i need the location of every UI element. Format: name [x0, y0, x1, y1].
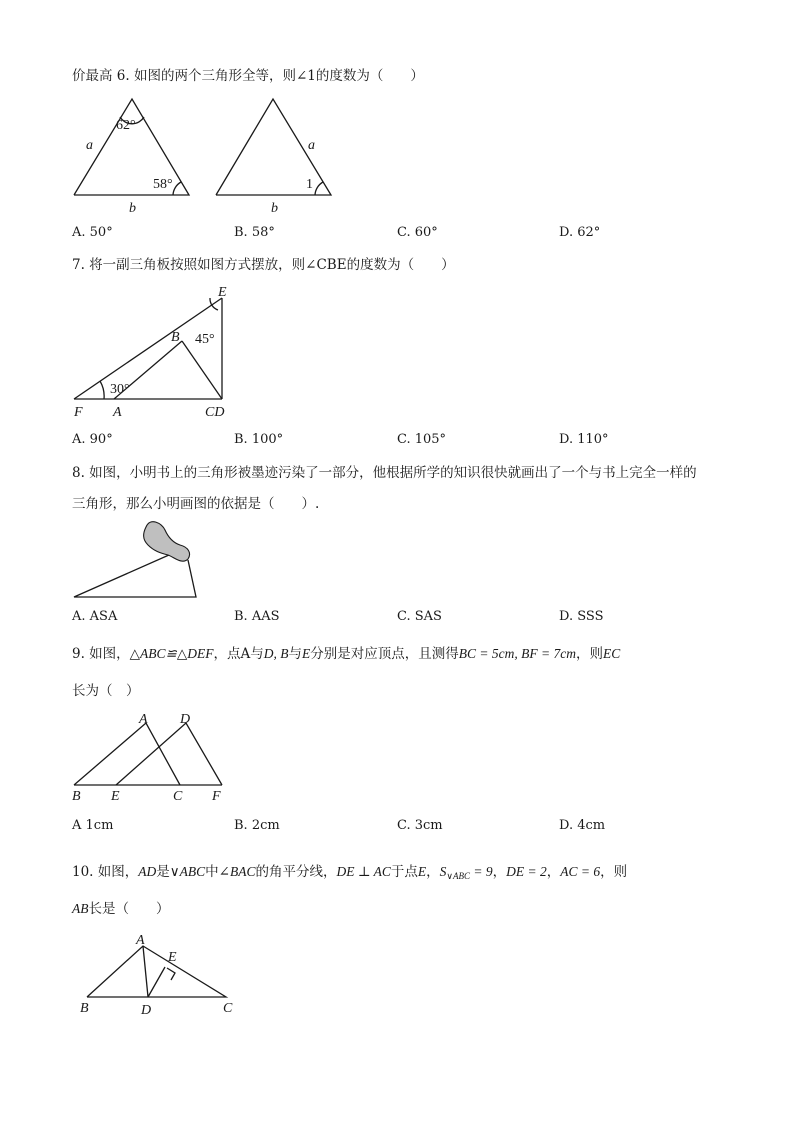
q10-text-7: ， — [492, 864, 507, 880]
q10-stem-line-2 — [72, 900, 170, 918]
q7-figure — [70, 280, 250, 420]
q9-label-b: B — [72, 789, 81, 804]
q7-option-c: C. 105° — [397, 432, 447, 447]
q6-option-a: A. 50° — [72, 225, 113, 240]
q10-point-e: E — [417, 864, 427, 879]
q8-figure — [70, 515, 210, 605]
q10-perpendicular: DE ⊥ AC — [336, 864, 391, 879]
q7-angle-45: 45° — [195, 332, 215, 347]
q10-angle-bac: ∠BAC — [218, 864, 256, 879]
q9-stem-line-2: 长为（ ） — [72, 683, 140, 699]
q7-label-e: E — [218, 285, 227, 300]
ink-blot — [144, 522, 190, 561]
q9-label-a: A — [139, 712, 148, 727]
q10-area-value: = 9 — [470, 864, 493, 879]
q9-option-d: D. 4cm — [559, 818, 606, 833]
q10-text-3: 中 — [205, 864, 219, 880]
q9-text-3: 与 — [288, 646, 302, 662]
q6-option-c: C. 60° — [397, 225, 438, 240]
q9-option-b: B. 2cm — [234, 818, 280, 833]
q8-stem-line-2: 三角形，那么小明画图的依据是（ ）. — [72, 496, 320, 512]
q9-figure — [70, 708, 240, 808]
q9-text-1: 9. 如图， — [72, 646, 130, 662]
q9-label-c: C — [173, 789, 183, 804]
q6-t1-side-b: b — [129, 201, 136, 216]
q10-text-6: ， — [426, 864, 440, 880]
q9-option-a: A 1cm — [72, 818, 114, 833]
q8-option-a: A. ASA — [72, 609, 118, 624]
q6-t1-right-angle: 58° — [153, 177, 173, 192]
q9-congruence: △ABC≌△DEF — [129, 646, 214, 661]
q6-t1-top-angle: 62° — [116, 118, 136, 133]
q10-stem-line-1 — [72, 863, 627, 885]
q10-ac-value: AC = 6 — [560, 864, 601, 879]
q6-option-d: D. 62° — [559, 225, 601, 240]
q6-t2-side-b: b — [271, 201, 278, 216]
q9-vertex-e: E — [302, 646, 311, 661]
q10-de-value: DE = 2 — [506, 864, 547, 879]
q8-option-c: C. SAS — [397, 609, 442, 624]
q10-text-1: 10. 如图， — [72, 864, 139, 880]
q6-t1-side-a: a — [86, 138, 93, 153]
q8-stem-line-1: 8. 如图，小明书上的三角形被墨迹污染了一部分，他根据所学的知识很快就画出了一个与书上完全一样的 — [72, 465, 697, 481]
q7-option-d: D. 110° — [559, 432, 609, 447]
q9-text-2: ，点A与 — [213, 646, 264, 662]
q7-label-f: F — [74, 405, 83, 420]
q9-option-c: C. 3cm — [397, 818, 443, 833]
q7-label-cd: CD — [205, 405, 225, 420]
q6-t2-angle-1: 1 — [306, 177, 313, 192]
q10-text-9: ，则 — [600, 864, 628, 880]
q10-area-subscript: ∨ABC — [446, 871, 471, 881]
q9-label-d: D — [180, 712, 191, 727]
q7-label-b: B — [171, 330, 180, 345]
q7-label-a: A — [113, 405, 122, 420]
q9-text-4: 分别是对应顶点，且测得 — [310, 646, 459, 662]
q9-stem-line-1 — [72, 645, 620, 663]
q6-stem: 价最高 6. 如图的两个三角形全等，则∠1的度数为（ ） — [72, 68, 424, 84]
q10-segment-ad: AD — [138, 864, 157, 879]
q10-area-symbol: S — [439, 864, 447, 879]
q10-label-a: A — [136, 933, 145, 948]
q10-label-b: B — [80, 1001, 89, 1016]
q10-label-c: C — [223, 1001, 233, 1016]
q8-option-d: D. SSS — [559, 609, 604, 624]
q10-text-4: 的角平分线， — [255, 864, 337, 880]
q9-segment-ec: EC — [602, 646, 621, 661]
q10-text-5: 于点 — [390, 864, 418, 880]
q10-label-e: E — [168, 950, 177, 965]
q7-angle-30: 30° — [110, 382, 130, 397]
q8-option-b: B. AAS — [234, 609, 280, 624]
q9-label-f: F — [212, 789, 221, 804]
q10-text-2: 是 — [156, 864, 170, 880]
q9-vertices-db: D, B — [263, 646, 289, 661]
q7-option-a: A. 90° — [72, 432, 113, 447]
q7-option-b: B. 100° — [234, 432, 284, 447]
q6-figure — [70, 95, 340, 215]
q9-text-5: ，则 — [575, 646, 603, 662]
q9-measurements: BC = 5cm, BF = 7cm — [458, 646, 576, 661]
q7-stem: 7. 将一副三角板按照如图方式摆放，则∠CBE的度数为（ ） — [72, 257, 455, 273]
q10-text-10: 长是（ ） — [88, 901, 170, 917]
q10-text-8: ， — [546, 864, 561, 880]
q10-triangle-abc: ∨ABC — [169, 864, 206, 879]
q10-segment-ab: AB — [72, 901, 89, 916]
q10-figure — [75, 928, 245, 1023]
q9-label-e: E — [111, 789, 120, 804]
q10-label-d: D — [141, 1003, 152, 1018]
q6-t2-side-a: a — [308, 138, 315, 153]
q6-option-b: B. 58° — [234, 225, 275, 240]
